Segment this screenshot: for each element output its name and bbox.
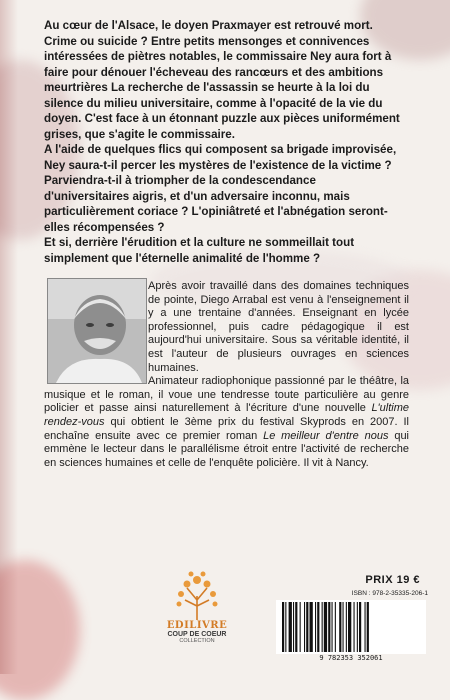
barcode-bar	[306, 602, 308, 652]
book-spine-edge	[0, 0, 18, 674]
publisher-subtitle: COUP DE COEUR	[167, 631, 227, 638]
barcode-area	[268, 568, 432, 666]
barcode-bar	[354, 602, 355, 652]
barcode-bar	[359, 602, 361, 652]
barcode-bar	[339, 602, 341, 652]
barcode-bar	[332, 602, 333, 652]
bio-text: qui obtient le 3ème prix du festival Skyprods en 2007. Il enchaîne ensuite avec ce premier roman	[44, 415, 409, 442]
barcode-bar	[285, 602, 286, 652]
barcode-bar	[304, 602, 305, 652]
barcode-bar	[348, 602, 351, 652]
barcode-bar	[335, 602, 336, 652]
barcode-bar	[295, 602, 297, 652]
barcode-bar	[293, 602, 294, 652]
barcode	[276, 600, 426, 654]
bio-paragraph: Après avoir travaillé dans des domaines techniques de pointe, Diego Arrabal est venu à l'enseignement il y a une trentaine d'années. Enseignant en lycée professionnel, puis cadre pédagogique il est aujourd'hui universitaire. Sous sa véritable identité, il est l'auteur de plusieurs ouvrages en sciences humaines.	[148, 280, 409, 374]
barcode-bar	[343, 602, 344, 652]
publisher-logo	[152, 566, 242, 670]
barcode-bar	[315, 602, 316, 652]
publisher-collection: COLLECTION	[179, 638, 215, 644]
barcode-bar	[328, 602, 330, 652]
barcode-bar	[357, 602, 358, 652]
barcode-bar	[365, 602, 366, 652]
barcode-bar	[317, 602, 319, 652]
book-title-novel: Le meilleur d'entre nous	[263, 429, 389, 442]
barcode-bar	[300, 602, 301, 652]
blurb-paragraph: Au cœur de l'Alsace, le doyen Praxmayer est retrouvé mort. Crime ou suicide ? Entre petits mensonges et connivences intéressées de piètres notables, le commissaire Ney aura fort à faire pour dénouer l'écheveau des rancœurs et des ambitions meurtrières La recherche de l'assassin se heurte à la loi du silence du milieu universitaire, comme à l'opacité de la vie du doyen. C'est face à un étonnant puzzle aux pièces uniformément grises, que s'agite le commissaire.	[44, 19, 400, 141]
barcode-bar	[324, 602, 327, 652]
tree-icon	[167, 566, 227, 622]
barcode-bar	[367, 602, 369, 652]
blurb-paragraph: A l'aide de quelques flics qui composent sa brigade improvisée, Ney saura-t-il percer les mystères de l'existence de la victime ? Parviendra-t-il à triompher de la condescendance d'universitaires aigris, et d'un adversaire inconnu, mais particulièrement coriace ? L'opiniâtreté et l'abnégation seront-elles récompensées ?	[44, 143, 397, 234]
back-cover-blurb	[44, 18, 404, 266]
author-bio	[44, 280, 409, 470]
photo-spacer	[44, 280, 148, 383]
barcode-bar	[289, 602, 292, 652]
bio-paragraph	[44, 375, 409, 470]
barcode-bar	[310, 602, 313, 652]
book-title-novella: L'ultime rendez-vous	[44, 402, 409, 428]
bio-text: qui emmène le lecteur dans le parallélisme étroit entre l'activité de recherche en sciences humaines et celle de l'enquête policière. Il vit à Nancy.	[44, 429, 409, 469]
barcode-bar	[282, 602, 284, 652]
blurb-paragraph: Et si, derrière l'érudition et la culture ne sommeillait tout simplement que l'éternelle animalité de l'homme ?	[44, 236, 355, 265]
barcode-number: 9 782353 352061	[319, 654, 383, 662]
publisher-name: EDILIVRE	[166, 620, 228, 631]
barcode-bar	[346, 602, 347, 652]
barcode-bar	[322, 602, 323, 652]
isbn-label: ISBN : 978-2-35335-206-1	[351, 590, 428, 597]
bio-text: Animateur radiophonique passionné par le théâtre, la musique et le roman, il voue une tendresse toute particulière au genre policier et passe ainsi naturellement à l'écriture d'une nouvelle	[44, 375, 409, 415]
price-label: PRIX 19 €	[365, 574, 420, 586]
